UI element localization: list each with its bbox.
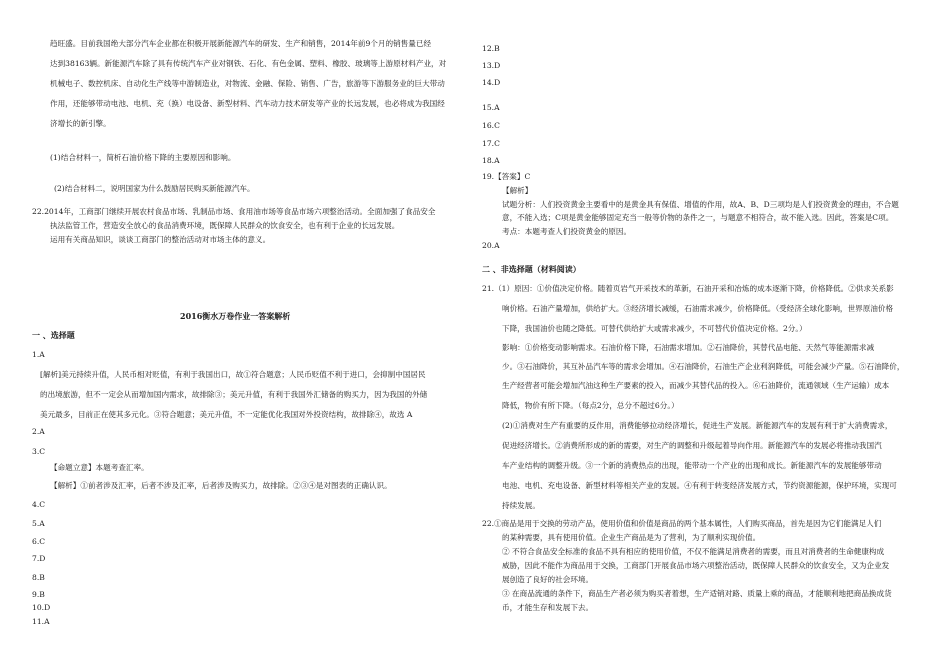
text-line: 生产经营者可能会增加汽油这种生产要素的投入，而减少其替代品的投入。⑥石油降价，流通领域（生产运输）成本 (502, 381, 890, 390)
text-line: 币，才能生存和发展下去。 (502, 603, 594, 612)
text-line: 10.D (32, 603, 51, 612)
text-line: 展创造了良好的社会环境。 (502, 575, 594, 584)
text-line: 22.2014年，工商部门继续开展农村食品市场、乳制品市场、食用油市场等食品市场六项整治活动。全面加强了食品安全 (32, 207, 436, 216)
text-line: 12.B (482, 44, 500, 53)
text-line: 运用有关商品知识，谈谈工商部门的整治活动对市场主体的意义。 (50, 235, 271, 244)
text-line: 2.A (32, 427, 45, 436)
text-line: 11.A (32, 617, 50, 626)
text-line: 达到38163辆。新能源汽车除了具有传统汽车产业对钢铁、石化、有色金属、塑料、橡胶、玻璃等上游原材料产业，对 (50, 59, 447, 68)
text-line: (2)结合材料二，说明国家为什么鼓励居民购买新能源汽车。 (54, 184, 255, 193)
text-line: (2)①消费对生产有重要的反作用，消费能够拉动经济增长，促进生产发展。新能源汽车的发展有利于扩大消费需求， (502, 421, 893, 430)
text-line: 的某种需要，具有使用价值。企业生产商品是为了营利，为了顺利实现价值。 (502, 533, 761, 542)
text-line: 19.【答案】C (482, 172, 531, 181)
text-line: 的出境旅游，但不一定会从而增加国内需求，故排除③；美元升值，有利于我国外汇储备的购买力，因为我国的外储 (40, 390, 428, 399)
text-line: 济增长的新引擎。 (50, 119, 111, 128)
text-line: 美元最多，目前正在使其多元化。③符合题意；美元升值，不一定能优化我国对外投资结构，故排除④，故选 A (40, 410, 413, 419)
text-line: 4.C (32, 500, 46, 509)
text-line: 执法监管工作，营造安全放心的食品消费环境，既保障人民群众的饮食安全，也有利于企业的长远发展。 (50, 221, 400, 230)
text-line: 机械电子、数控机床、自动化生产线等中游制造业，对物流、金融、保险、销售、广告，旅游等下游服务业的巨大带动 (50, 79, 445, 88)
text-line: 考点：本题考查人们投资黄金的原因。 (502, 227, 632, 236)
text-line: 【解析】①前者涉及汇率，后者不涉及汇率，后者涉及购买力，故排除。②③④是对图表的正确认识。 (50, 481, 392, 490)
text-line: 3.C (32, 447, 46, 456)
text-line: 下降，我国油价也随之降低。可替代供给扩大或需求减少，不可替代价值决定价格。2分。） (502, 324, 807, 333)
text-line: ② 不符合食品安全标准的食品不具有相应的使用价值，不仅不能满足消费者的需要，而且对消费者的生命健康构成 (502, 547, 885, 556)
text-line: [解析]美元持续升值，人民币相对贬值，有利于我国出口，故①符合题意；人民币贬值不利于进口，会抑制中国居民 (40, 370, 426, 379)
section-heading-choice: 一 、选择题 (32, 330, 75, 340)
text-line: 9.B (32, 590, 45, 599)
text-line: (1)结合材料一，简析石油价格下降的主要原因和影响。 (50, 153, 236, 162)
text-line: 1.A (32, 350, 45, 359)
text-line: 6.C (32, 537, 46, 546)
text-line: 威胁，因此不能作为商品用于交换，工商部门开展食品市场六项整治活动，既保障人民群众的饮食安全，又为企业发 (502, 561, 890, 570)
text-line: 响价格。石油产量增加，供给扩大。③经济增长减缓，石油需求减少，价格降低。（受经济全球化影响，世界原油价格 (502, 304, 894, 313)
page-title: 2016衡水万卷作业一答案解析 (180, 311, 291, 321)
text-line: 7.D (32, 554, 46, 563)
section-heading-material: 二 、非选择题（材料阅读） (482, 264, 581, 274)
text-line: 作用，还能够带动电池、电机、充（换）电设备、新型材料、汽车动力技术研发等产业的长远发展，也必将成为我国经 (50, 99, 445, 108)
text-line: 5.A (32, 519, 45, 528)
text-line: 【命题立意】本题考查汇率。 (50, 463, 149, 472)
text-line: 17.C (482, 139, 500, 148)
text-line: 意，不能入选；C项是黄金能够固定充当一般等价物的条件之一，与题意不相符合，故不能入选。因此，答案是C项。 (502, 213, 894, 222)
text-line: 试题分析：人们投资黄金主要看中的是黄金具有保值、增值的作用，故A、B、D三项均是人们投资黄金的理由，不合题 (502, 200, 899, 209)
text-line: 13.D (482, 61, 501, 70)
text-line: 21.（1）原因：①价值决定价格。随着页岩气开采技术的革新，石油开采和冶炼的成本逐渐下降，价格降低。②供求关系影 (482, 284, 894, 293)
text-line: 14.D (482, 78, 501, 87)
text-line: 8.B (32, 573, 45, 582)
text-line: 18.A (482, 156, 500, 165)
text-line: 电池、电机、充电设备、新型材料等相关产业的发展。④有利于转变经济发展方式，节约资源能源，保护环境，实现可 (502, 481, 897, 490)
text-line: 促进经济增长。②消费所形成的新的需要，对生产的调整和升级起着导向作用。新能源汽车的发展必将推动我国汽 (502, 441, 882, 450)
text-line: 16.C (482, 121, 500, 130)
text-line: 20.A (482, 241, 500, 250)
text-line: 【解析】 (502, 186, 533, 195)
text-line: 少。③石油降价，其互补品汽车等的需求会增加。④石油降价，石油生产企业利润降低，可能会减少产量。⑤石油降价， (502, 362, 905, 371)
text-line: 车产业结构的调整升级。③一个新的消费热点的出现，能带动一个产业的出现和成长。新能源汽车的发展能够带动 (502, 461, 882, 470)
text-line: 趋旺盛。目前我国绝大部分汽车企业都在积极开展新能源汽车的研发、生产和销售，2014年前9个月的销售量已经 (50, 39, 432, 48)
text-line: ③ 在商品流通的条件下，商品生产者必须为购买者着想，生产适销对路、质量上乘的商品，才能顺利地把商品换成货 (502, 589, 892, 598)
text-line: 22.①商品是用于交换的劳动产品，使用价值和价值是商品的两个基本属性，人们购买商品，首先是因为它们能满足人们 (482, 519, 882, 528)
text-line: 15.A (482, 103, 500, 112)
text-line: 影响：①价格变动影响需求。石油价格下降，石油需求增加。②石油降价，其替代品电能、天然气等能源需求减 (502, 343, 875, 352)
text-line: 持续发展。 (502, 501, 540, 510)
text-line: 降低，物价有所下降。（每点2分，总分不超过6分。） (502, 401, 679, 410)
